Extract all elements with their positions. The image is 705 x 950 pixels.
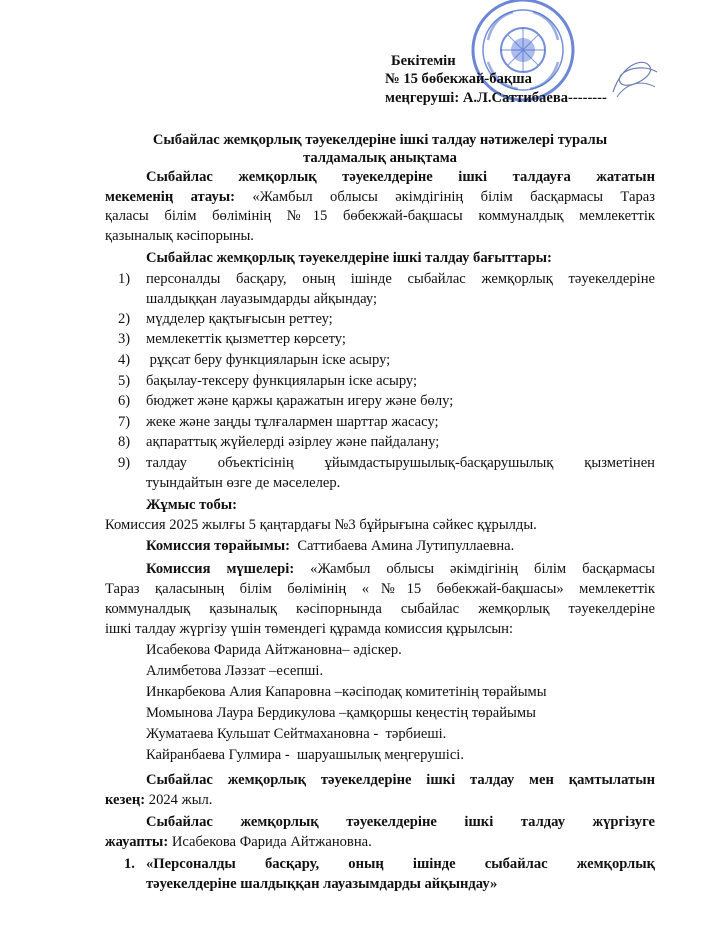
members-text-1: «Жамбыл облысы әкімдігінің білім басқармасы xyxy=(310,561,655,577)
direction-num-4: 4) xyxy=(118,352,131,368)
direction-num-9: 9) xyxy=(118,455,131,471)
org-name-text-3: қазыналық кәсіпорыны. xyxy=(105,228,254,244)
direction-item-9-cont: туындайтын өзге де мәселелер. xyxy=(146,475,341,491)
direction-item-7: жеке және заңды тұлғалармен шарттар жасасу; xyxy=(146,414,439,430)
direction-num-6: 6) xyxy=(118,393,131,409)
direction-item-9: талдау объектісінің ұйымдастырушылық-басқарушылық қызметінен xyxy=(146,455,655,471)
directions-heading: Сыбайлас жемқорлық тәуекелдеріне ішкі талдау бағыттары: xyxy=(146,250,552,266)
direction-item-6: бюджет және қаржы қаражатын игеру және бөлу; xyxy=(146,393,454,409)
org-name-label-2: мекеменің атауы: xyxy=(105,189,236,205)
members-line-1 xyxy=(146,560,655,578)
members-label: Комиссия мүшелері: xyxy=(146,561,295,577)
members-text-4: ішкі талдау жүргізу үшін төмендегі құрамда комиссия құрылсын: xyxy=(105,621,513,637)
section-1-title-2: тәуекелдеріне шалдыққан лауазымдарды айқындау» xyxy=(146,876,498,892)
member-6: Кайранбаева Гулмира - шаруашылық меңгерушісі. xyxy=(146,747,464,763)
title-line-1: Сыбайлас жемқорлық тәуекелдеріне ішкі талдау нәтижелері туралы xyxy=(152,132,608,148)
org-name-line-1 xyxy=(105,188,655,206)
chair-label: Комиссия төрайымы: xyxy=(146,538,291,554)
direction-item-1-cont: шалдыққан лауазымдарды айқындау; xyxy=(146,291,378,307)
section-1-num: 1. xyxy=(124,856,135,872)
members-text-3: коммуналдық қазыналық кәсіпорнында сыбайлас жемқорлық тәуекелдеріне xyxy=(105,601,655,617)
direction-item-5: бақылау-тексеру функцияларын іске асыру; xyxy=(146,373,418,389)
chair-name: Саттибаева Амина Лутипуллаевна. xyxy=(290,538,515,554)
workgroup-heading: Жұмыс тобы: xyxy=(146,497,238,513)
members-text-2: Тараз қаласының білім бөлімінің «№15 бөбекжай-бақшасы» мемлекеттік xyxy=(105,581,655,597)
direction-item-1: персоналды басқару, оның ішінде сыбайлас жемқорлық тәуекелдеріне xyxy=(146,271,655,287)
direction-item-4: рұқсат беру функцияларын іске асыру; xyxy=(146,352,391,368)
direction-num-3: 3) xyxy=(118,331,131,347)
org-name-text-2: қаласы білім бөлімінің №15 бөбекжай-бақшасы коммуналдық мемлекеттік xyxy=(105,208,655,224)
approval-approved: Бекітемін xyxy=(391,53,456,69)
member-2: Алимбетова Ләззат –есепші. xyxy=(146,663,324,679)
direction-item-8: ақпараттық жүйелерді әзірлеу және пайдалану; xyxy=(146,434,440,450)
direction-item-2: мүдделер қақтығысын реттеу; xyxy=(146,311,333,327)
org-name-label-1: Сыбайлас жемқорлық тәуекелдеріне ішкі талдауға жататын xyxy=(146,169,655,185)
member-4: Момынова Лаура Бердикулова –қамқоршы кеңестің төрайымы xyxy=(146,705,536,721)
period-label-2: кезең: xyxy=(105,792,146,808)
period-label-1: Сыбайлас жемқорлық тәуекелдеріне ішкі талдау мен қамтылатын xyxy=(146,772,655,788)
direction-num-2: 2) xyxy=(118,311,131,327)
approval-head: меңгеруші: А.Л.Саттибаева-------- xyxy=(385,90,607,106)
member-1: Исабекова Фарида Айтжановна– әдіскер. xyxy=(146,642,402,658)
member-5: Жуматаева Кульшат Сейтмахановна - тәрбиеші. xyxy=(146,726,447,742)
responsible-value: Исабекова Фарида Айтжановна. xyxy=(168,834,372,850)
signature xyxy=(605,52,665,107)
workgroup-text: Комиссия 2025 жылғы 5 қаңтардағы №3 бұйрығына сәйкес құрылды. xyxy=(105,517,537,533)
direction-item-3: мемлекеттік қызметтер көрсету; xyxy=(146,331,346,347)
responsible-label-2: жауапты: xyxy=(105,834,169,850)
responsible-label-1: Сыбайлас жемқорлық тәуекелдеріне ішкі талдау жүргізуге xyxy=(146,814,655,830)
responsible-line-2 xyxy=(105,833,372,851)
period-line-2 xyxy=(105,791,212,809)
approval-org: № 15 бөбекжай-бақша xyxy=(385,71,532,87)
period-value: 2024 жыл. xyxy=(145,792,213,808)
direction-num-8: 8) xyxy=(118,434,131,450)
org-name-text-1: «Жамбыл облысы әкімдігінің білім басқармасы Тараз xyxy=(252,189,655,205)
direction-num-1: 1) xyxy=(118,271,131,287)
section-1-title-1: «Персоналды басқару, оның ішінде сыбайлас жемқорлық xyxy=(146,856,655,872)
member-3: Инкарбекова Алия Капаровна –кәсіподақ комитетінің төрайымы xyxy=(146,684,547,700)
direction-num-5: 5) xyxy=(118,373,131,389)
chair-line xyxy=(146,537,514,555)
direction-num-7: 7) xyxy=(118,414,131,430)
title-line-2: талдамалық анықтама xyxy=(303,150,457,166)
